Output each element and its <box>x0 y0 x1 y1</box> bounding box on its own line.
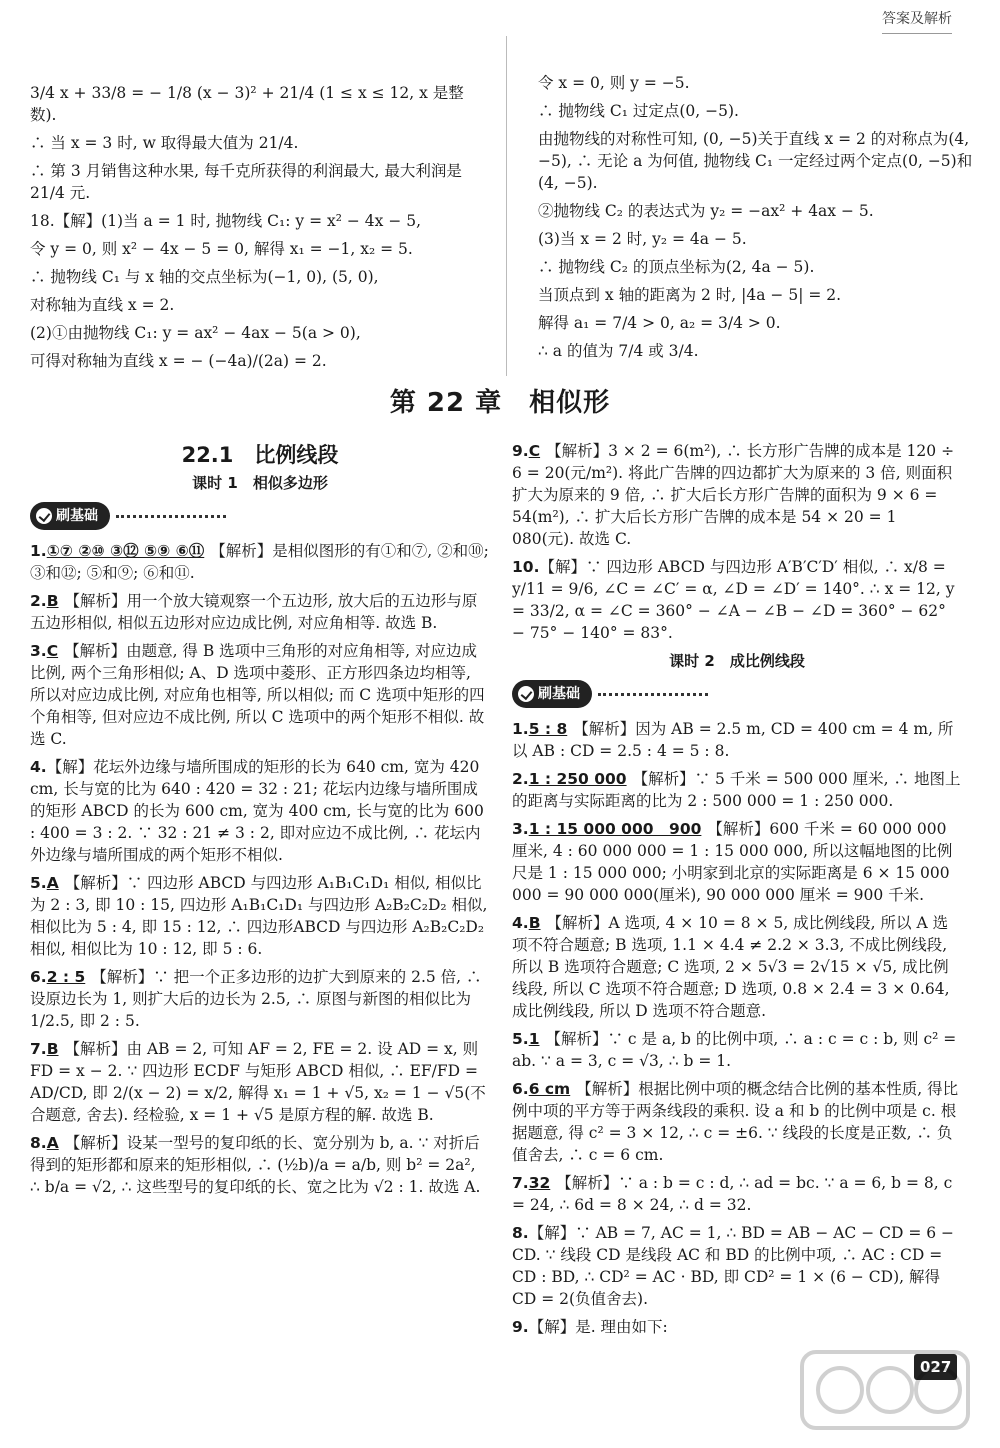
answer-explanation: 【解析】∵ a : b = c : d, ∴ ad = bc. ∵ a = 6, b = 8, c = 24, ∴ 6d = 8 × 24, ∴ d = 32. <box>512 1174 953 1214</box>
answer-item <box>30 590 490 634</box>
answer-value: C <box>528 442 541 460</box>
text-line: ②抛物线 C₂ 的表达式为 y₂ = −ax² + 4ax − 5. <box>538 202 874 220</box>
answer-number: 6. <box>30 968 47 986</box>
answer-item <box>512 1222 962 1310</box>
answer-value: B <box>46 1040 59 1058</box>
answer-value: 2 : 5 <box>46 968 86 986</box>
lesson-2-title: 课时 2 成比例线段 <box>669 652 805 670</box>
badge-label: 刷基础 <box>56 508 98 524</box>
answer-number: 7. <box>512 1174 529 1192</box>
answer-explanation: 【解析】3 × 2 = 6(m²), ∴ 长方形广告牌的成本是 120 ÷ 6 = 20(元/m²). 将此广告牌的四边都扩大为原来的 3 倍, 则面积扩大为原来的 9 倍, ∴ 扩大后长方形广告牌的面积为 9 × 6 = 54(m²), ∴ 扩大后长方形广告牌的成本是 54 × 20 = 1 080(元). 故选 C. <box>512 442 955 548</box>
answer-item <box>512 768 962 812</box>
text-line: 解得 a₁ = 7/4 > 0, a₂ = 3/4 > 0. <box>538 314 781 332</box>
answer-item <box>30 1132 490 1198</box>
answer-value: B <box>46 592 59 610</box>
text-line: ∴ 第 3 月销售这种水果, 每千克所获得的利润最大, 最大利润是 21/4 元. <box>30 162 462 202</box>
answer-item <box>512 912 962 1022</box>
answer-item <box>30 1038 490 1126</box>
bottom-right-answers-b <box>512 718 962 1338</box>
column-divider <box>506 36 507 376</box>
answer-explanation: 【解析】∵ c 是 a, b 的比例中项, ∴ a : c = c : b, 则 c² = ab. ∵ a = 3, c = √3, ∴ b = 1. <box>512 1030 957 1070</box>
badge-pill <box>30 502 110 530</box>
answer-number: 4. <box>30 758 47 776</box>
text-line: ∴ 当 x = 3 时, w 取得最大值为 21/4. <box>30 134 299 152</box>
badge-basics <box>30 502 490 530</box>
answer-value: A <box>46 1134 59 1152</box>
answer-number: 7. <box>30 1040 47 1058</box>
answer-number: 5. <box>512 1030 529 1048</box>
answer-item <box>512 440 962 550</box>
answer-item <box>512 818 962 906</box>
chapter-title: 第 22 章 相似形 <box>389 388 611 418</box>
answer-value: 6 cm <box>528 1080 571 1098</box>
answer-explanation: 【解】是. 理由如下: <box>528 1318 668 1336</box>
dotted-divider <box>116 515 226 518</box>
answer-explanation: 【解析】根据比例中项的概念结合比例的基本性质, 得比例中项的平方等于两条线段的乘积. 设 a 和 b 的比例中项是 c. 根据题意, 得 c² = 3 × 12, ∴ c = ±6. ∵ 线段的长度是正数, ∴ 负值舍去, ∴ c = 6 cm. <box>512 1080 959 1164</box>
lesson-1-title: 课时 1 相似多边形 <box>192 474 328 492</box>
bottom-right-column <box>512 440 962 1400</box>
answer-item <box>512 1028 962 1072</box>
text-line: ∴ a 的值为 7/4 或 3/4. <box>538 342 699 360</box>
dotted-divider <box>598 693 708 696</box>
answer-explanation: 【解析】A 选项, 4 × 10 = 8 × 5, 成比例线段, 所以 A 选项不符合题意; B 选项, 1.1 × 4.4 ≠ 2.2 × 3.3, 不成比例线段, 所以 B 选项符合题意; C 选项, 2 × 5√3 = 2√15 × √5, 成比例线段, 所以 C 选项不符合题意; D 选项, 0.8 × 2.4 = 3 × 0.64, 成比例线段, 所以 D 选项不符合题意. <box>512 914 950 1020</box>
page-header: 答案及解析 <box>882 8 952 34</box>
badge-label-2: 刷基础 <box>538 686 580 702</box>
answer-explanation: 【解析】由 AB = 2, 可知 AF = 2, FE = 2. 设 AD = x, 则 FD = x − 2. ∵ 四边形 ECDF 与矩形 ABCD 相似, ∴ EF/FD = AD/CD, 即 2/(x − 2) = x/2, 解得 x₁ = 1 + √5, x₂ = 1 − √5(不合题意, 舍去). 经检验, x = 1 + √5 是原方程的解. 故选 B. <box>30 1040 486 1124</box>
answer-explanation: 【解】∵ 四边形 ABCD 与四边形 A′B′C′D′ 相似, ∴ x/8 = y/11 = 9/6, ∠C = ∠C′ = α, ∠D = ∠D′ = 140°. ∴ x = 12, y = 33/2, α = ∠C = 360° − ∠A − ∠B − ∠D = 360° − 62° − 75° − 140° = 83°. <box>512 558 955 642</box>
text-line: 对称轴为直线 x = 2. <box>30 296 175 314</box>
answer-explanation: 【解析】设某一型号的复印纸的长、宽分别为 b, a. ∵ 对折后得到的矩形都和原来的矩形相似, ∴ (½b)/a = a/b, 则 b² = 2a², ∴ b/a = √2, ∴ 这些型号的复印纸的长、宽之比为 √2 : 1. 故选 A. <box>30 1134 481 1196</box>
answer-number: 8. <box>30 1134 47 1152</box>
answer-explanation: 【解析】∵ 把一个正多边形的边扩大到原来的 2.5 倍, ∴ 设原边长为 1, 则扩大后的边长为 2.5, ∴ 原图与新图的相似比为 1/2.5, 即 2 : 5. <box>30 968 482 1030</box>
answer-explanation: 【解析】∵ 5 千米 = 500 000 厘米, ∴ 地图上的距离与实际距离的比为 2 : 500 000 = 1 : 250 000. <box>512 770 961 810</box>
answer-value: B <box>528 914 541 932</box>
answer-value: 32 <box>528 1174 551 1192</box>
text-line: 令 x = 0, 则 y = −5. <box>538 74 690 92</box>
answer-item <box>30 872 490 960</box>
answer-item <box>512 1078 962 1166</box>
answer-value: A <box>46 874 59 892</box>
text-line: (2)①由抛物线 C₁: y = ax² − 4ax − 5(a > 0), <box>30 324 361 342</box>
answer-item <box>30 540 490 584</box>
answer-item <box>512 1172 962 1216</box>
answer-value: 1 <box>528 1030 540 1048</box>
page-number: 027 <box>914 1354 957 1380</box>
answer-value: ①⑦ ②⑩ ③⑫ ⑤⑨ ⑥⑪ <box>46 542 205 560</box>
text-line: 当顶点到 x 轴的距离为 2 时, |4a − 5| = 2. <box>538 286 842 304</box>
text-line: ∴ 抛物线 C₁ 过定点(0, −5). <box>538 102 739 120</box>
answer-item <box>30 756 490 866</box>
text-line: 由抛物线的对称性可知, (0, −5)关于直线 x = 2 的对称点为(4, −5), ∴ 无论 a 为何值, 抛物线 C₁ 一定经过两个定点(0, −5)和(4, −5). <box>538 130 973 192</box>
answer-number: 8. <box>512 1224 529 1242</box>
answer-number: 1. <box>512 720 529 738</box>
answer-number: 6. <box>512 1080 529 1098</box>
text-line: 3/4 x + 33/8 = − 1/8 (x − 3)² + 21/4 (1 ≤ x ≤ 12, x 是整数). <box>30 84 464 124</box>
check-icon <box>36 508 52 524</box>
bottom-right-answers-a <box>512 440 962 644</box>
answer-number: 3. <box>30 642 47 660</box>
answer-explanation: 【解析】600 千米 = 60 000 000 厘米, 4 : 60 000 000 = 1 : 15 000 000, 所以这幅地图的比例尺是 1 : 15 000 000; 小明家到北京的实际距离是 6 × 15 000 000 = 90 000 000(厘米), 90 000 000 厘米 = 900 千米. <box>512 820 953 904</box>
bottom-left-column <box>30 440 490 1400</box>
answer-number: 3. <box>512 820 529 838</box>
answer-item <box>512 718 962 762</box>
text-line: 可得对称轴为直线 x = − (−4a)/(2a) = 2. <box>30 352 327 370</box>
text-line: ∴ 抛物线 C₁ 与 x 轴的交点坐标为(−1, 0), (5, 0), <box>30 268 379 286</box>
answer-explanation: 【解析】∵ 四边形 ABCD 与四边形 A₁B₁C₁D₁ 相似, 相似比为 2 : 3, 即 10 : 15, 四边形 A₁B₁C₁D₁ 与四边形 A₂B₂C₂D₂ 相似, 相似比为 5 : 4, 即 15 : 12, ∴ 四边形ABCD 与四边形 A₂B₂C₂D₂ 相似, 相似比为 10 : 12, 即 5 : 6. <box>30 874 488 958</box>
answer-explanation: 【解析】由题意, 得 B 选项中三角形的对应角相等, 对应边成比例, 两个三角形相似; A、D 选项中菱形、正方形四条边均相等, 所以对应边成比例, 对应角也相等, 所以相似; 而 C 选项中矩形的四个角相等, 但对应边不成比例, 所以 C 选项中的两个矩形不相似. 故选 C. <box>30 642 485 748</box>
answer-item <box>30 640 490 750</box>
top-left-column <box>30 82 490 382</box>
answer-value: C <box>46 642 59 660</box>
section-title: 22.1 比例线段 <box>181 443 339 467</box>
answer-number: 10. <box>512 558 540 576</box>
answer-value: 1 : 250 000 <box>528 770 627 788</box>
text-line: (3)当 x = 2 时, y₂ = 4a − 5. <box>538 230 747 248</box>
answer-item <box>30 966 490 1032</box>
answer-number: 2. <box>512 770 529 788</box>
answer-number: 9. <box>512 442 529 460</box>
answer-explanation: 【解析】用一个放大镜观察一个五边形, 放大后的五边形与原五边形相似, 相似五边形对应边成比例, 对应角相等. 故选 B. <box>30 592 478 632</box>
answer-item <box>512 1316 962 1338</box>
answer-number: 9. <box>512 1318 529 1336</box>
badge-pill-2 <box>512 680 592 708</box>
answer-item <box>512 556 962 644</box>
badge-basics-2 <box>512 680 962 708</box>
answer-explanation: 【解析】因为 AB = 2.5 m, CD = 400 cm = 4 m, 所以 AB : CD = 2.5 : 4 = 5 : 8. <box>512 720 954 760</box>
answer-number: 1. <box>30 542 47 560</box>
answer-value: 1 : 15 000 000 900 <box>528 820 702 838</box>
answer-explanation: 【解析】是相似图形的有①和⑦, ②和⑩; ③和⑫; ⑤和⑨; ⑥和⑪. <box>30 542 489 582</box>
answer-explanation: 【解】∵ AB = 7, AC = 1, ∴ BD = AB − AC − CD = 6 − CD. ∵ 线段 CD 是线段 AC 和 BD 的比例中项, ∴ AC : CD = CD : BD, ∴ CD² = AC · BD, 即 CD² = 1 × (6 − CD), 解得 CD = 2(负值舍去). <box>512 1224 955 1308</box>
text-line: 令 y = 0, 则 x² − 4x − 5 = 0, 解得 x₁ = −1, x₂ = 5. <box>30 240 413 258</box>
watermark-logo-icon <box>800 1350 970 1430</box>
bottom-left-answers <box>30 540 490 1198</box>
answer-explanation: 【解】花坛外边缘与墙所围成的矩形的长为 640 cm, 宽为 420 cm, 长与宽的比为 640 : 420 = 32 : 21; 花坛内边缘与墙所围成的矩形 ABCD 的长为 600 cm, 宽为 400 cm, 长与宽的比为 600 : 400 = 3 : 2. ∵ 32 : 21 ≠ 3 : 2, 即对应边不成比例, ∴ 花坛内外边缘与墙所围成的两个矩形不相似. <box>30 758 484 864</box>
answer-value: 5 : 8 <box>528 720 568 738</box>
answer-number: 5. <box>30 874 47 892</box>
top-right-column <box>538 72 978 372</box>
answer-number: 4. <box>512 914 529 932</box>
text-line: ∴ 抛物线 C₂ 的顶点坐标为(2, 4a − 5). <box>538 258 815 276</box>
text-line: 18.【解】(1)当 a = 1 时, 抛物线 C₁: y = x² − 4x − 5, <box>30 212 422 230</box>
answer-number: 2. <box>30 592 47 610</box>
check-icon <box>518 686 534 702</box>
